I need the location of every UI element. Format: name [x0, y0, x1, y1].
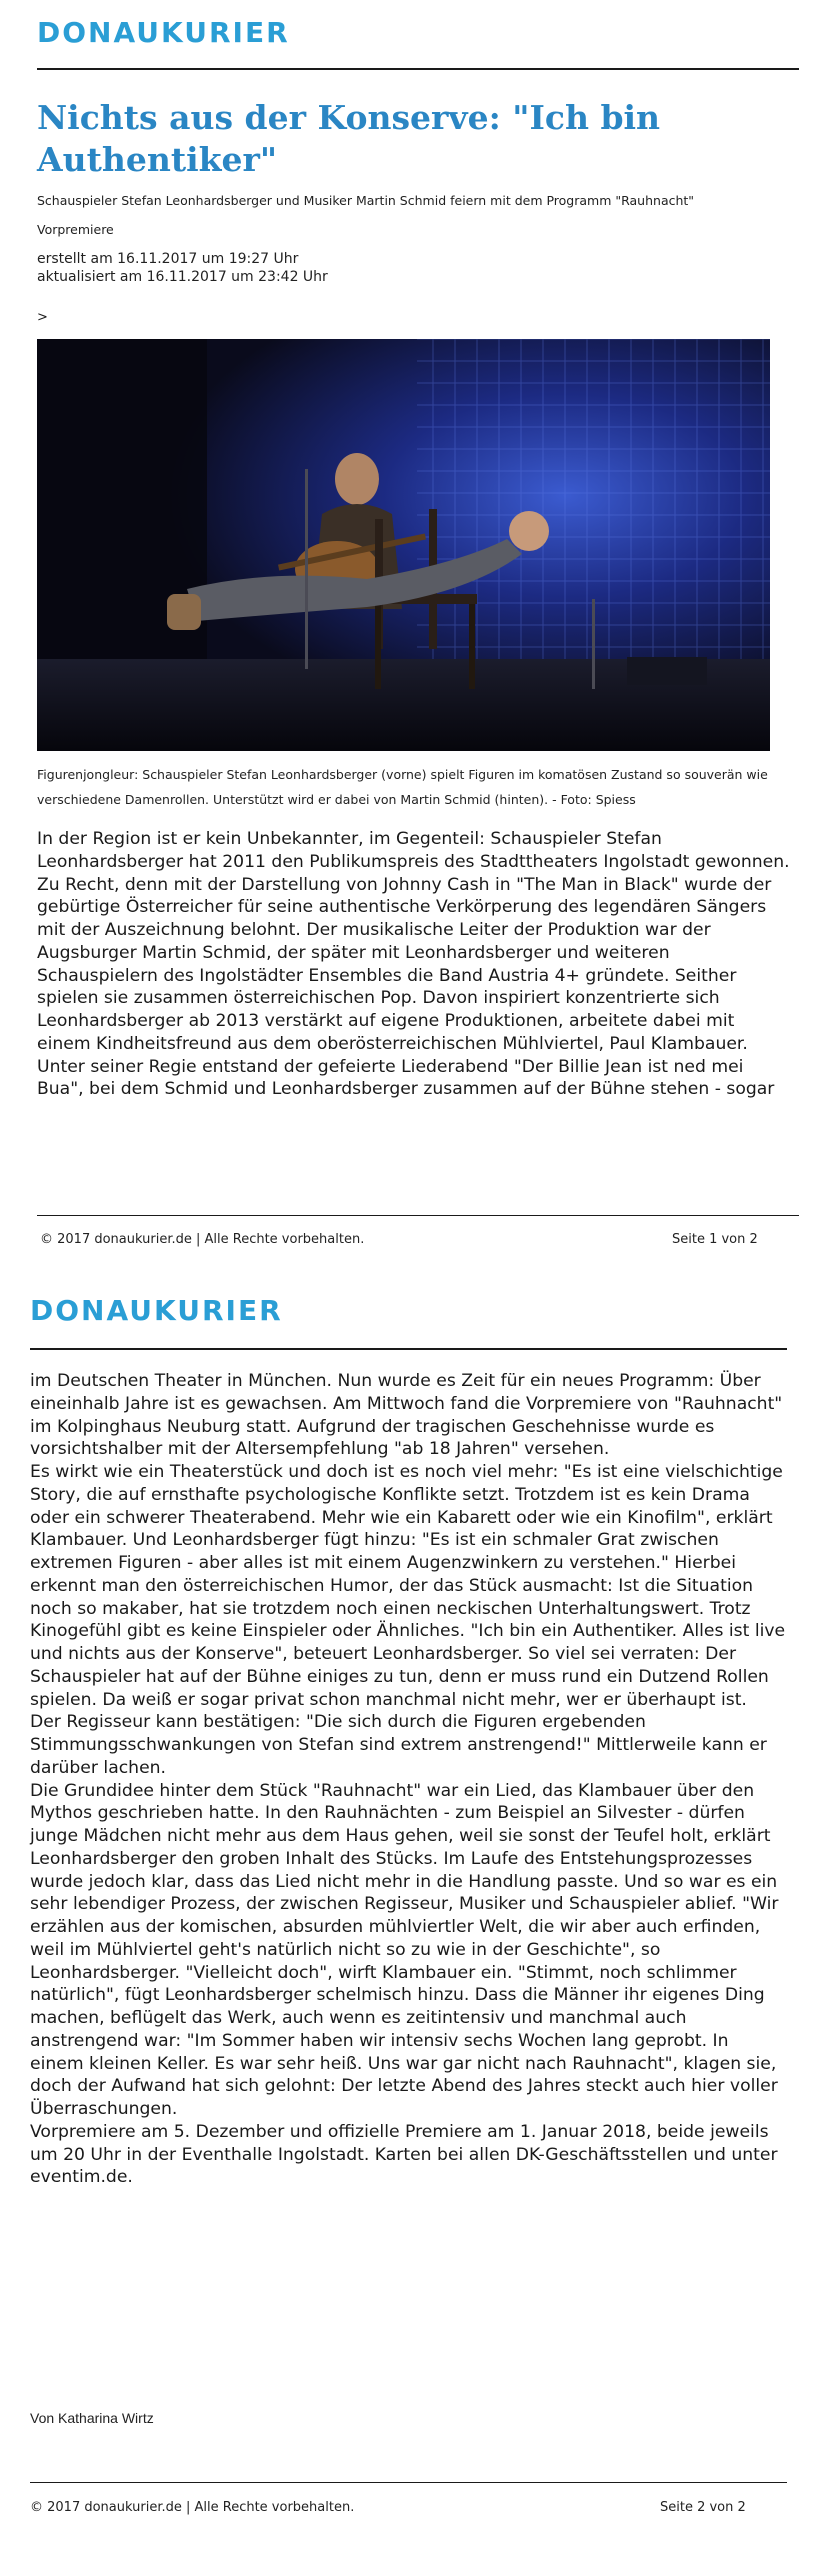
article-headline: Nichts aus der Konserve: "Ich bin Authentiker" [37, 98, 661, 179]
body-paragraph: Der Regisseur kann bestätigen: "Die sich durch die Figuren ergebenden Stimmungsschwankungen von Stefan sind extrem anstrengend!" Mittlerweile kann er darüber lachen. [30, 1712, 767, 1778]
gallery-arrow[interactable]: > [37, 310, 48, 325]
page-footer-copyright: © 2017 donaukurier.de | Alle Rechte vorbehalten. [40, 1232, 365, 1247]
page-footer-page-number: Seite 2 von 2 [660, 2500, 746, 2515]
body-paragraph: Vorpremiere am 5. Dezember und offizielle Premiere am 1. Januar 2018, beide jeweils um 20 Uhr in der Eventhalle Ingolstadt. Karten bei allen DK-Geschäftsstellen und unter eventim.de. [30, 2121, 778, 2188]
site-logo[interactable]: DONAUKURIER [37, 16, 290, 49]
created-date: erstellt am 16.11.2017 um 19:27 Uhr [37, 251, 299, 267]
article-body-page1 [37, 828, 792, 1101]
page-footer-page-number: Seite 1 von 2 [672, 1232, 758, 1247]
body-paragraph: Die Grundidee hinter dem Stück "Rauhnacht" war ein Lied, das Klambauer über den Mythos geschrieben hatte. In den Rauhnächten - zum Beispiel an Silvester - dürfen junge Mädchen nicht mehr aus dem Haus gehen, weil sie sonst der Teufel holt, erklärt Leonhardsberger den groben Inhalt des Stücks. Im Laufe des Entstehungsprozesses wurde jedoch klar, dass das Lied nicht mehr in die Handlung passte. Und so war es ein sehr lebendiger Prozess, der zwischen Regisseur, Musiker und Schauspieler ablief. "Wir erzählen aus der komischen, absurden mühlviertler Welt, die wir aber auch erfinden, weil im Mühlviertel geht's natürlich nicht so zu wie in der Geschichte", so Leonhardsberger. "Vielleicht doch", wirft Klambauer ein. "Stimmt, noch schlimmer natürlich", fügt Leonhardsberger schelmisch hinzu. Dass die Männer ihr eigenes Ding machen, beflügelt das Werk, auch wenn es zeitintensiv und manchmal auch anstrengend war: "Im Sommer haben wir intensiv sechs Wochen lang geprobt. In einem kleinen Keller. Es war sehr heiß. Uns war gar nicht nach Rauhnacht", klagen sie, doch der Aufwand hat sich gelohnt: Der letzte Abend des Jahres steckt auch hier voller Überraschungen. [30, 1780, 779, 2119]
article-body-page2 [30, 1370, 787, 2189]
body-paragraph: im Deutschen Theater in München. Nun wurde es Zeit für ein neues Programm: Über eineinhalb Jahre ist es gewachsen. Am Mittwoch fand die Vorpremiere von "Rauhnacht" im Kolpinghaus Neuburg statt. Aufgrund der tragischen Geschehnisse wurde es vorsichtshalber mit der Altersempfehlung "ab 18 Jahren" versehen. [30, 1371, 783, 1460]
footer-rule [30, 2482, 787, 2483]
print-page-1 [0, 0, 835, 1270]
photo-caption: Figurenjongleur: Schauspieler Stefan Leonhardsberger (vorne) spielt Figuren im komatösen Zustand so souverän wie verschiedene Damenrollen. Unterstützt wird er dabei von Martin Schmid (hinten). - Foto: Spiess [37, 767, 768, 807]
article-dates [37, 250, 328, 286]
article-byline: Von Katharina Wirtz [30, 2410, 154, 2426]
page-footer-copyright: © 2017 donaukurier.de | Alle Rechte vorbehalten. [30, 2500, 355, 2515]
site-logo[interactable]: DONAUKURIER [30, 1294, 283, 1327]
article-kicker: Vorpremiere [37, 222, 114, 237]
updated-date: aktualisiert am 16.11.2017 um 23:42 Uhr [37, 269, 328, 285]
body-paragraph: Es wirkt wie ein Theaterstück und doch ist es noch viel mehr: "Es ist eine vielschichtige Story, die auf ernsthafte psychologische Konflikte setzt. Trotzdem ist es kein Drama oder ein schwerer Theaterabend. Mehr wie ein Kabarett oder wie ein Kinofilm", erklärt Klambauer. Und Leonhardsberger fügt hinzu: "Es ist ein schmaler Grat zwischen extremen Figuren - aber alles ist mit einem Augenzwinkern zu verstehen." Hierbei erkennt man den österreichischen Humor, der das Stück ausmacht: Ist die Situation noch so makaber, hat sie trotzdem noch einen neckischen Unterhaltungswert. Trotz Kinogefühl gibt es keine Einspieler oder Ähnliches. "Ich bin ein Authentiker. Alles ist live und nichts aus der Konserve", beteuert Leonhardsberger. So viel sei verraten: Der Schauspieler hat auf der Bühne einiges zu tun, denn er muss rund ein Dutzend Rollen spielen. Da weiß er sogar privat schon manchmal nicht mehr, wer er überhaupt ist. [30, 1462, 786, 1710]
article-subtitle: Schauspieler Stefan Leonhardsberger und Musiker Martin Schmid feiern mit dem Programm "Rauhnacht" [37, 193, 695, 208]
header-rule [37, 68, 799, 70]
article-photo[interactable] [37, 339, 770, 751]
body-paragraph: In der Region ist er kein Unbekannter, im Gegenteil: Schauspieler Stefan Leonhardsberger hat 2011 den Publikumspreis des Stadttheaters Ingolstadt gewonnen. Zu Recht, denn mit der Darstellung von Johnny Cash in "The Man in Black" wurde der gebürtige Österreicher für seine authentische Verkörperung des legendären Sängers mit der Auszeichnung belohnt. Der musikalische Leiter der Produktion war der Augsburger Martin Schmid, der später mit Leonhardsberger und weiteren Schauspielern des Ingolstädter Ensembles die Band Austria 4+ gründete. Seither spielen sie zusammen österreichischen Pop. Davon inspiriert konzentrierte sich Leonhardsberger ab 2013 verstärkt auf eigene Produktionen, arbeitete dabei mit einem Kindheitsfreund aus dem oberösterreichischen Mühlviertel, Paul Klambauer. Unter seiner Regie entstand der gefeierte Liederabend "Der Billie Jean ist ned mei Bua", bei dem Schmid und Leonhardsberger zusammen auf der Bühne stehen - sogar [37, 829, 790, 1100]
footer-rule [37, 1215, 799, 1216]
header-rule [30, 1348, 787, 1350]
stage-photo-illustration [37, 339, 770, 751]
print-page-2 [0, 1270, 835, 2557]
